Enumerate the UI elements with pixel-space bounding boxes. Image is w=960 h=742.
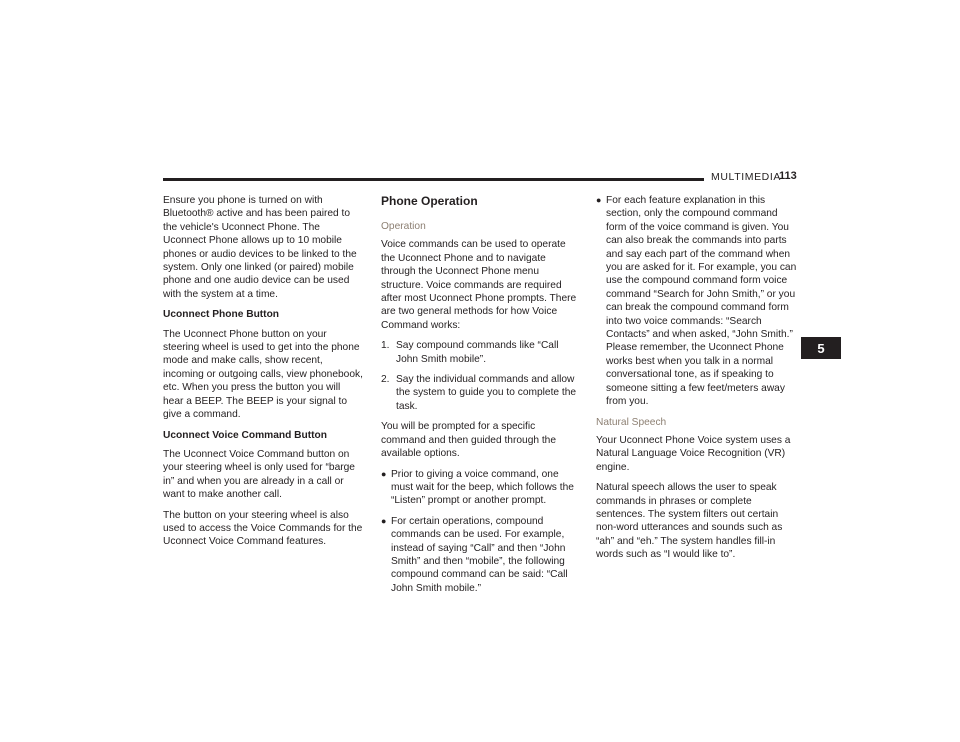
column-2: [381, 194, 581, 602]
voice-button-paragraph: The Uconnect Voice Command button on your steering wheel is only used for “barge in” and when you are already in a call or want to make another call.: [163, 448, 355, 501]
voice-button-paragraph-2: The button on your steering wheel is also used to access the Voice Commands for the Uconnect Voice Command features.: [163, 509, 363, 548]
natural-speech-paragraph-2: Natural speech allows the user to speak commands in phrases or complete sentences. The system filters out certain non-word utterances and sounds such as “ah” and “eh.” The system handles fill-in words such as “I would like to”.: [596, 482, 783, 561]
column-3: [596, 194, 797, 569]
bullet-text: For certain operations, compound commands can be used. For example, instead of saying “Call” and then “John Smith” and then “mobile”, the following compound command can be said: “Call John Smith mobile.”: [391, 515, 568, 594]
list-item: [596, 194, 797, 409]
bullet-icon: ●: [381, 468, 387, 479]
feature-list: [596, 194, 797, 409]
list-text: Say the individual commands and allow the system to guide you to complete the task.: [396, 374, 577, 412]
page-number: 113: [779, 170, 797, 182]
list-number: 1.: [381, 340, 390, 352]
bullet-icon: ●: [596, 195, 602, 205]
list-number: 2.: [381, 374, 390, 386]
list-item: [381, 468, 581, 508]
tips-list: [381, 468, 581, 596]
section-title: MULTIMEDIA: [711, 171, 781, 183]
list-item: [381, 373, 581, 413]
prompt-paragraph: You will be prompted for a specific command and then guided through the available options.: [381, 421, 557, 460]
list-item: [381, 515, 581, 595]
column-1: [163, 194, 363, 556]
chapter-tab: 5: [801, 337, 841, 359]
method-list: [381, 339, 581, 413]
intro-paragraph: Ensure you phone is turned on with Bluetooth® active and has been paired to the vehicle's Uconnect Phone. The Uconnect Phone allows up to 10 mobile phones or audio devices to be linked to the system. Only one linked (or paired) mobile phone and one audio device can be used with the system at a time.: [163, 195, 357, 300]
phone-button-paragraph: The Uconnect Phone button on your steering wheel is used to get into the phone mode and make calls, show recent, incoming or outgoing calls, view phonebook, etc. When you press the button you will hear a BEEP. The BEEP is your signal to give a command.: [163, 328, 363, 421]
voice-button-heading: Uconnect Voice Command Button: [163, 429, 327, 441]
phone-operation-heading: Phone Operation: [381, 194, 478, 208]
natural-speech-subheading: Natural Speech: [596, 416, 667, 428]
bullet-text: For each feature explanation in this section, only the compound command form of the voice command is given. You can also break the commands into parts and say each part of the command when you are asked for it. For example, you can use the compound command form voice command “Search for John Smith,” or you can break the compound command form into two voice commands: “Search Contacts” and when asked, “John Smith.” Please remember, the Uconnect Phone works best when you talk in a normal conversational tone, as if speaking to someone sitting a few feet/meters away from you.: [606, 195, 797, 408]
phone-button-heading: Uconnect Phone Button: [163, 309, 280, 321]
header-rule: [163, 178, 704, 181]
operation-subheading: Operation: [381, 221, 426, 232]
bullet-text: Prior to giving a voice command, one must wait for the beep, which follows the “Listen” prompt or another prompt.: [391, 468, 574, 507]
natural-speech-paragraph-1: Your Uconnect Phone Voice system uses a Natural Language Voice Recognition (VR) engine.: [596, 434, 791, 473]
operation-intro: Voice commands can be used to operate the Uconnect Phone and to navigate through the Uconnect Phone menu structure. Voice commands are required after most Uconnect Phone prompts. There are two general methods for how Voice Command works:: [381, 239, 577, 331]
bullet-icon: ●: [381, 515, 387, 526]
list-item: [381, 339, 581, 366]
list-text: Say compound commands like “Call John Smith mobile”.: [396, 340, 559, 365]
